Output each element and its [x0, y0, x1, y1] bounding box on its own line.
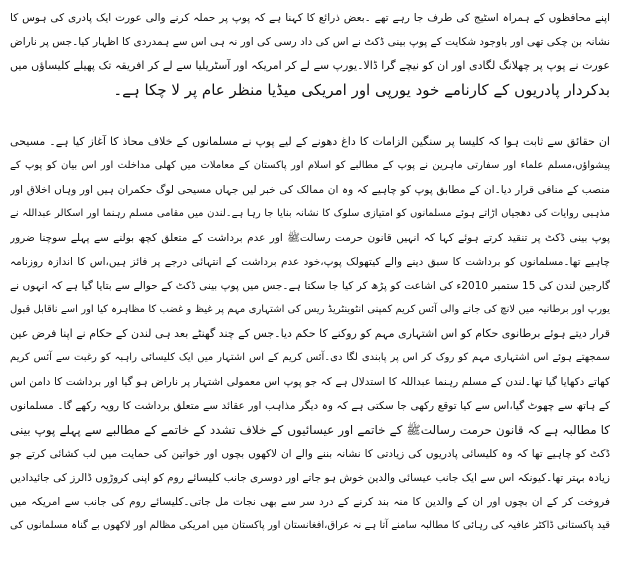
paragraph-line: نشانہ بن چکی تھی اور باوجود شکایت کے پوپ بینی ڈکٹ نے اس کی داد رسی کی اور نہ ہی اس سے ہمدردی کا اظہار کیا۔جس پر ناراض [10, 36, 610, 48]
paragraph-line: مذہبی روایات کی دھجیاں اڑاتے ہوئے مسلمانوں کو امتیازی سلوک کا نشانہ بنایا جا رہا ہے۔لندن میں مقامی مسلم رہنما اور اسکالر عبداللہ نے [10, 208, 610, 219]
paragraph-line: پیشواؤں،مسلم علماء اور سفارتی ماہرین نے پوپ کے مطالبے کو اسلام اور پاکستان کے معاملات میں کھلی مداخلت اور اس بیان کو پوپ کے [10, 160, 610, 171]
paragraph-1 [10, 6, 610, 102]
paragraph-line: کا مطالبہ ہے کہ قانون حرمت رسالتﷺ کے خاتمے اور عیسائیوں کے خلاف تشدد کے خاتمے کے مطالبے سے پہلے پوپ بینی [10, 423, 610, 437]
paragraph-line: پوپ بینی ڈکٹ پر تنقید کرتے ہوئے کہا کہ انہیں قانون حرمت رسالتﷺ اور عدم برداشت کے متعلق کچھ بولنے سے پہلے سوچنا ضرور [10, 232, 610, 244]
paragraph-line: کھاتے دکھایا گیا تھا۔لندن کے مسلم رہنما عبداللہ کا استدلال ہے کہ جو پوپ اس معمولی اشتہار پر ناراض ہو گیا اور برداشت کا دامن اس [10, 376, 610, 388]
paragraph-line: عورت نے پوپ پر چھلانگ لگادی اور ان کو نیچے گرا ڈالا۔یورپ سے لے کر امریکہ اور آسٹریلیا سے لے کر افریقہ تک پھیلے کلیساؤں میں [10, 59, 610, 72]
paragraph-2 [10, 130, 610, 538]
paragraph-line: ان حقائق سے ثابت ہوا کہ کلیسا پر سنگین الزامات کا داغ دھونے کے لیے پوپ نے مسلمانوں کے خلاف محاذ کا آغاز کیا ہے۔ مسیحی [10, 135, 610, 148]
paragraph-line: زیادہ بہتر تھا۔کیونکہ اس سے ایک جانب عیسائی والدین خوش ہو جاتے اور دوسری جانب کلیسائے روم کو اپنی کروڑوں ڈالرز کی جائیدادیں [10, 472, 610, 484]
paragraph-line: قرار دیتے ہوئے برطانوی حکام کو اس اشتہاری مہم کو روکنے کا حکم دیا۔جس کے چند گھنٹے بعد ہی لندن کے حکام نے اپنا فرض عین [10, 327, 610, 340]
paragraph-line: قید پاکستانی ڈاکٹر عافیہ کی رہائی کا مطالبہ سامنے آتا ہے نہ عراق،افغانستان اور پاکستان میں امریکی مظالم اور لاکھوں بے گناہ مسلمانوں کی [10, 520, 610, 531]
paragraph-line: اپنے محافظوں کے ہمراہ اسٹیج کی طرف جا رہے تھے ۔بعض ذرائع کا کہنا ہے کہ پوپ پر حملہ کرنے والی عورت ایک پادری کی ہوس کا [10, 12, 610, 24]
paragraph-line: منصب کے منافی قرار دیا۔ان کے مطابق پوپ کو چاہیے کہ وہ ان ممالک کی خبر لیں جہاں مسیحی لوگ حکمران ہیں اور وہاں اخلاق اور [10, 184, 610, 196]
paragraph-line: سمجھتے ہوئے اس اشتہاری مہم کو روک کر اس پر پابندی لگا دی۔آئس کریم کے اس اشتہار میں ایک کلیسائی راہبہ کو رغبت سے آئس کریم [10, 352, 610, 363]
paragraph-line: فروخت کر کے ان بچوں اور ان کے والدین کا منہ بند کرنے کے درد سر سے بھی نجات مل جاتی۔کلیسائے روم کی جانب سے امریکہ میں [10, 496, 610, 508]
paragraph-line: چاہیے تھا۔مسلمانوں کو برداشت کا سبق دینے والے کیتھولک پوپ،خود عدم برداشت کے انتہائی درجے پر فائز ہیں،اس کا اندازہ روزنامہ [10, 256, 610, 268]
paragraph-line: گارجین لندن کی 15 ستمبر 2010ء کی اشاعت کو پڑھ کر کیا جا سکتا ہے۔جس میں پوپ بینی ڈکٹ کے حوالے سے بتایا گیا ہے کہ انہوں نے [10, 280, 610, 292]
paragraph-line: ڈکٹ کو چاہیے تھا کہ وہ کلیسائی پادریوں کی زیادتی کا نشانہ بننے والے ان لاکھوں بچوں اور خواتین کی حمایت میں لب کشائی کرتے جو [10, 448, 610, 460]
paragraph-line: کے ہاتھ سے چھوٹ گیا،اس سے کیا توقع رکھی جا سکتی ہے کہ وہ دیگر مذاہب اور عقائد سے متعلق برداشت کا رویہ رکھے گا۔ مسلمانوں [10, 400, 610, 412]
paragraph-line: یورپ اور برطانیہ میں لانچ کی جانے والی آئس کریم کمپنی انٹوینٹریڈ ریس کی اشتہاری مہم پر غیظ و غضب کا مظاہرہ کیا اور اسے ناقابل قبول [10, 304, 610, 315]
paragraph-line: بدکردار پادریوں کے کارنامے خود یورپی اور امریکی میڈیا منظر عام پر لا چکا ہے۔ [113, 81, 610, 99]
